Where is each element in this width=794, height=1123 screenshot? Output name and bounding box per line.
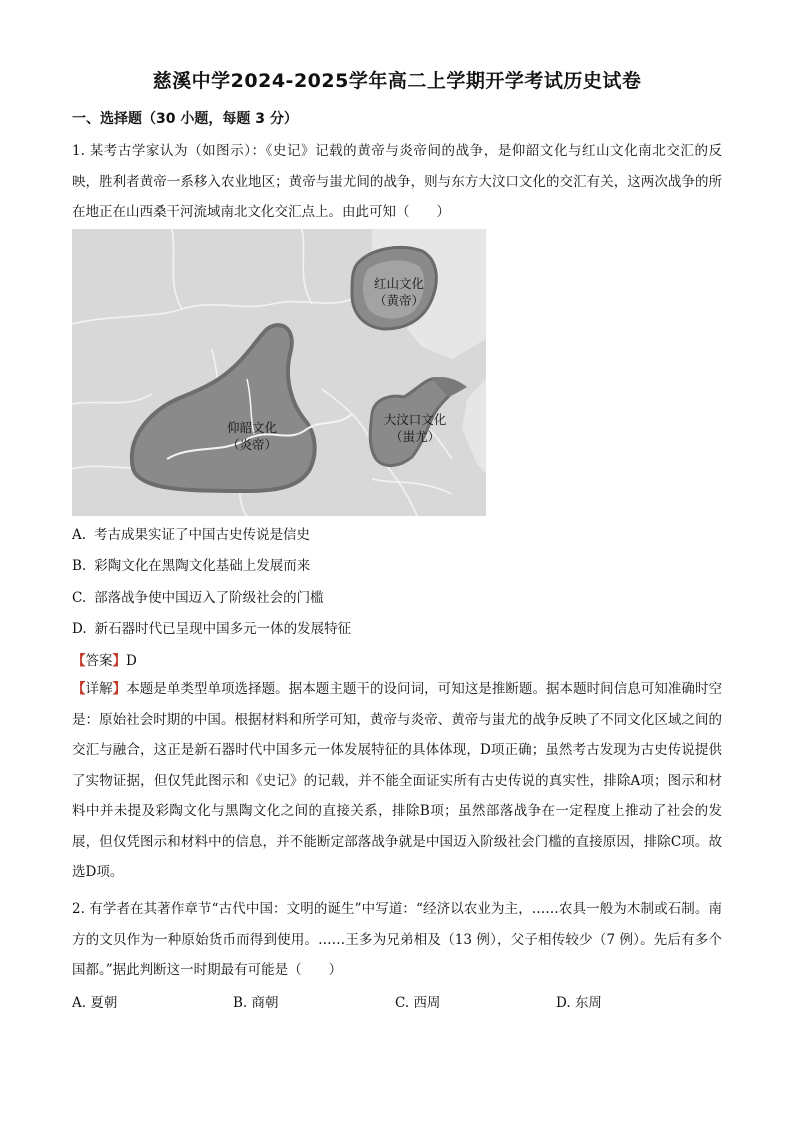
option-letter: A. (72, 527, 87, 543)
option-letter: D. (72, 621, 87, 637)
dawenkou-name: 大汶口文化 (383, 412, 447, 427)
q1-answer (72, 651, 137, 671)
q1-analysis (72, 674, 722, 888)
analysis-label: 详解 (85, 681, 113, 697)
yangshao-region (132, 325, 315, 491)
yangshao-label (212, 419, 292, 453)
option-text: 部落战争使中国迈入了阶级社会的门槛 (94, 590, 324, 606)
q2-option-d[interactable] (556, 993, 602, 1013)
answer-label: 答案 (85, 653, 113, 669)
analysis-bracket-open: 【 (72, 681, 86, 697)
option-letter: D. (556, 995, 571, 1011)
hongshan-person: （黄帝） (373, 293, 424, 308)
hongshan-label (362, 275, 436, 309)
option-text: 考古成果实证了中国古史传说是信史 (94, 527, 311, 543)
hongshan-name: 红山文化 (373, 276, 424, 291)
analysis-bracket-close: 】 (112, 681, 127, 697)
option-letter: C. (72, 590, 87, 606)
q1-option-d[interactable] (72, 619, 351, 639)
yangshao-name: 仰韶文化 (226, 420, 277, 435)
option-text: 夏朝 (90, 995, 118, 1011)
question-2-stem: 2. 有学者在其著作章节“古代中国：文明的诞生”中写道：“经济以农业为主，……农具一般为木制或石制。南方的文贝作为一种原始货币而得到使用。……王多为兄弟相及（13 例），父子相传较少（7 例）。先后有多个国都。”据此判断这一时期最有可能是（ ） (72, 901, 722, 978)
option-text: 商朝 (251, 995, 279, 1011)
option-text: 东周 (574, 995, 602, 1011)
q2-option-b[interactable] (233, 993, 279, 1013)
section-heading: 一、选择题（30 小题，每题 3 分） (72, 111, 298, 127)
answer-bracket-close: 】 (112, 653, 126, 669)
option-letter: C. (395, 995, 410, 1011)
answer-bracket-open: 【 (72, 653, 86, 669)
q1-option-a[interactable] (72, 525, 310, 545)
option-letter: B. (233, 995, 248, 1011)
option-text: 彩陶文化在黑陶文化基础上发展而来 (94, 558, 311, 574)
option-letter: A. (72, 995, 87, 1011)
answer-value: D (126, 653, 137, 669)
culture-map-graphic (72, 229, 486, 516)
option-letter: B. (72, 558, 87, 574)
analysis-text: 本题是单类型单项选择题。据本题主题干的设问词，可知这是推断题。据本题时间信息可知准确时空是：原始社会时期的中国。根据材料和所学可知，黄帝与炎帝、黄帝与蚩尤的战争反映了不同文化区域之间的交汇与融合，这正是新石器时代中国多元一体发展特征的具体体现，D项正确；虽然考古发现为古史传说提供了实物证据，但仅凭此图示和《史记》的记载，并不能全面证实所有古史传说的真实性，排除A项；图示和材料中并未提及彩陶文化与黑陶文化之间的直接关系，排除B项；虽然部落战争在一定程度上推动了社会的发展，但仅凭图示和材料中的信息，并不能断定部落战争就是中国迈入阶级社会门槛的直接原因，排除C项。故选D项。 (72, 681, 723, 880)
question-1-stem: 1. 某考古学家认为（如图示）：《史记》记载的黄帝与炎帝间的战争，是仰韶文化与红山文化南北交汇的反映，胜利者黄帝一系移入农业地区；黄帝与蚩尤间的战争，则与东方大汶口文化的交汇有关，这两次战争的所在地正在山西桑干河流域南北文化交汇点上。由此可知（ ） (72, 143, 722, 220)
q1-option-b[interactable] (72, 556, 310, 576)
option-text: 新石器时代已呈现中国多元一体的发展特征 (94, 621, 352, 637)
page-title: 慈溪中学2024-2025学年高二上学期开学考试历史试卷 (152, 70, 642, 92)
sea-area-east (462, 379, 486, 474)
q2-option-c[interactable] (395, 993, 440, 1013)
q1-option-c[interactable] (72, 588, 324, 608)
culture-map (72, 229, 486, 516)
dawenkou-label (370, 411, 460, 445)
option-text: 西周 (413, 995, 441, 1011)
yangshao-person: （炎帝） (226, 437, 277, 452)
q2-option-a[interactable] (72, 993, 117, 1013)
dawenkou-person: （蚩尤） (389, 429, 440, 444)
